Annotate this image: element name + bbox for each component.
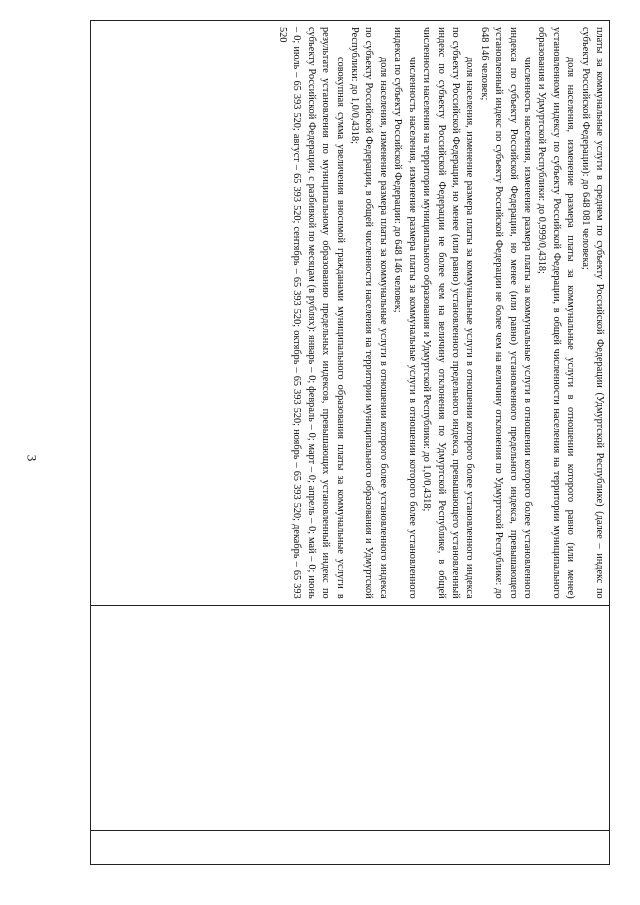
paragraph: совокупная сумма увеличения вносимой гражданами муниципального образования платы за коммунальные услуги в результате установления по муниципальному образованию предельных индексов, превышающих установленный индекс по субъекту Российской Федерации, с разбивкой по месяцам (в рублях): январь – 0; февраль – 0; март – 0; апрель – 0; май – 0; июнь – 0; июль – 65 393 520; август – 65 393 520; сентябрь – 65 393 520; октябрь – 65 393 520; ноябрь – 65 393 520; декабрь – 65 393 520 [277, 27, 346, 599]
document-table [90, 20, 610, 865]
rotated-document-sheet [70, 20, 610, 880]
table-cell-empty [91, 831, 610, 865]
table-cell-text [91, 21, 610, 606]
paragraph-block [272, 21, 609, 605]
paragraph: численность населения, изменение размера платы за коммунальные услуги в отношении которого более установленного индекса по субъекту Российской Федерации: до 648 146 человек; [392, 27, 418, 599]
paragraph: доля населения, изменение размера платы за коммунальные услуги в отношении которого более установленного индекса по субъекту Российской Федерации, но менее (или равно) установленного предельного индекса, превышающего установленный индекс по субъекту Российской Федерации не более чем на величину отклонения по Удмуртской Республике, в общей численности населения на территории муниципального образования и Удмуртской Республики: до 1,0/0,4318; [421, 27, 476, 599]
paragraph: численность населения, изменение размера платы за коммунальные услуги в отношении которого более установленного индекса по субъекту Российской Федерации, но менее (или равно) установленного предельного индекса, превышающего установленный индекс по субъекту Российской Федерации не более чем на величину отклонения по Удмуртской Республике: до 648 146 человек; [478, 27, 533, 599]
paragraph: доля населения, изменение размера платы за коммунальные услуги в отношении которого равно (или менее) установленному индексу по субъекту Российской Федерации, в общей численности населения на территории муниципального образования и Удмуртской Республики: до 0,999/0,4318; [536, 27, 577, 599]
paragraph: доля населения, изменение размера платы за коммунальные услуги в отношении которого более установленного индекса по субъекту Российской Федерации, в общей численности населения на территории муниципального образования и Удмуртской Республики: до 1,0/0,4318; [349, 27, 389, 599]
paragraph: платы за коммунальные услуги в среднем по субъекту Российской Федерации (Удмуртской Республике) (далее – индекс по субъекту Российской Федерации): до 648 081 человека; [579, 27, 605, 599]
table-cell-empty [91, 605, 610, 830]
page-number: 3 [24, 454, 40, 462]
table-row [91, 21, 610, 865]
